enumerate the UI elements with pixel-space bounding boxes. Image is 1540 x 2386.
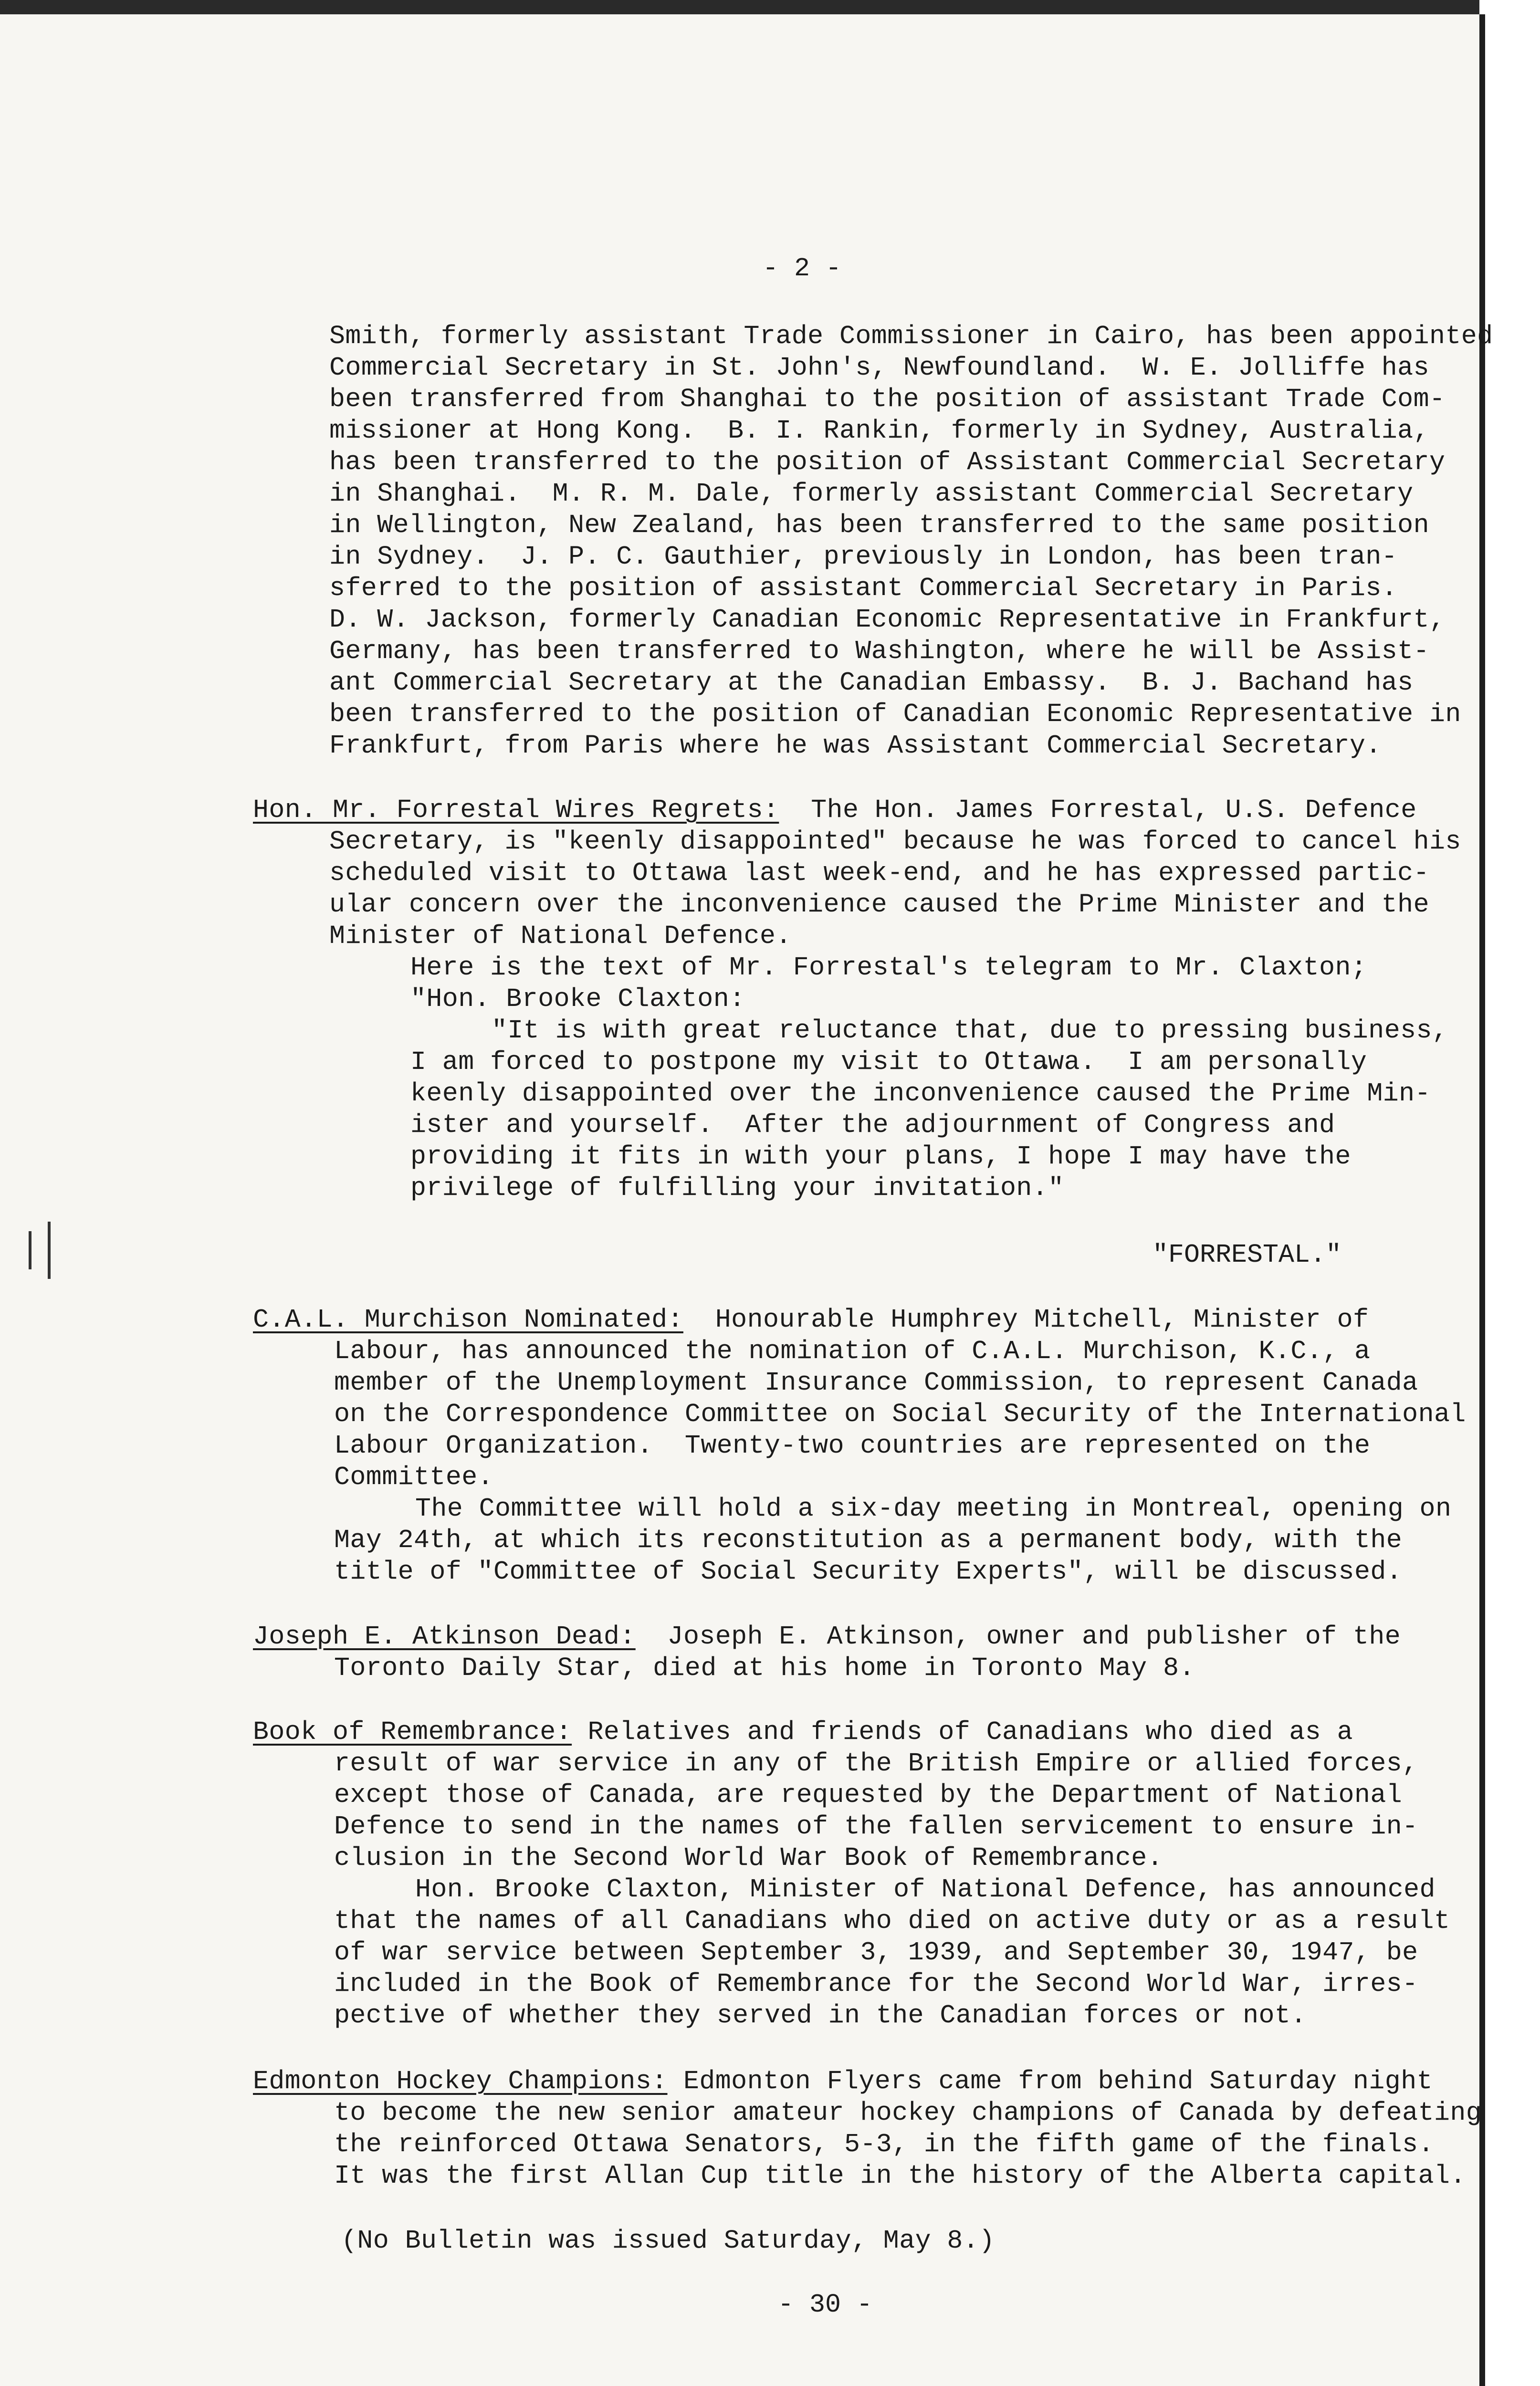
- remembrance-line: of war service between September 3, 1939, and September 30, 1947, be: [334, 1937, 1418, 1967]
- scan-right-margin: [1479, 0, 1540, 2386]
- p1-line: in Sydney. J. P. C. Gauthier, previously in London, has been tran-: [329, 542, 1398, 572]
- p1-line: been transferred to the position of Canadian Economic Representative in: [329, 699, 1461, 729]
- p1-line: missioner at Hong Kong. B. I. Rankin, formerly in Sydney, Australia,: [329, 416, 1429, 446]
- document-body: [253, 0, 1493, 2386]
- p1-line: Germany, has been transferred to Washington, where he will be Assist-: [329, 636, 1429, 666]
- telegram-quote-line: I am forced to postpone my visit to Ottawa. I am personally: [410, 1047, 1367, 1077]
- p1-line: Frankfurt, from Paris where he was Assistant Commercial Secretary.: [329, 731, 1382, 761]
- section-heading-hockey: Edmonton Hockey Champions:: [253, 2066, 668, 2096]
- atkinson-line: Toronto Daily Star, died at his home in Toronto May 8.: [334, 1653, 1195, 1683]
- remembrance-line: Hon. Brooke Claxton, Minister of National Defence, has announced: [415, 1874, 1435, 1905]
- remembrance-line: pective of whether they served in the Canadian forces or not.: [334, 2000, 1307, 2030]
- remembrance-line: result of war service in any of the British Empire or allied forces,: [334, 1748, 1418, 1779]
- telegram-quote-line: keenly disappointed over the inconvenience caused the Prime Min-: [410, 1078, 1431, 1109]
- section-heading-forrestal: Hon. Mr. Forrestal Wires Regrets:: [253, 795, 779, 825]
- page-number-top: - 2 -: [763, 253, 842, 283]
- murchison-line: on the Correspondence Committee on Social Security of the International: [334, 1399, 1466, 1429]
- telegram-quote-line: providing it fits in with your plans, I hope I may have the: [410, 1141, 1351, 1172]
- p1-line: been transferred from Shanghai to the position of assistant Trade Com-: [329, 384, 1446, 414]
- atkinson-first-line: Joseph E. Atkinson Dead: Joseph E. Atkinson, owner and publisher of the: [253, 1622, 1401, 1652]
- hockey-line: the reinforced Ottawa Senators, 5-3, in the fifth game of the finals.: [334, 2129, 1434, 2159]
- murchison-line: Committee.: [334, 1462, 494, 1492]
- scan-right-edge-line: [1479, 14, 1485, 2386]
- remembrance-line: included in the Book of Remembrance for the Second World War, irres-: [334, 1969, 1418, 1999]
- forrestal-first-line: Hon. Mr. Forrestal Wires Regrets: The Hon. James Forrestal, U.S. Defence: [253, 795, 1417, 825]
- murchison-line: The Committee will hold a six-day meeting in Montreal, opening on: [415, 1494, 1452, 1524]
- telegram-signature: "FORRESTAL.": [1152, 1240, 1342, 1270]
- section-heading-murchison: C.A.L. Murchison Nominated:: [253, 1305, 683, 1335]
- murchison-first-line: C.A.L. Murchison Nominated: Honourable Humphrey Mitchell, Minister of: [253, 1305, 1369, 1335]
- section-heading-atkinson: Joseph E. Atkinson Dead:: [253, 1622, 636, 1652]
- telegram-quote-line: privilege of fulfilling your invitation.": [410, 1173, 1064, 1203]
- forrestal-line: ular concern over the inconvenience caused the Prime Minister and the: [329, 890, 1429, 920]
- remembrance-line: Defence to send in the names of the fallen servicement to ensure in-: [334, 1811, 1418, 1842]
- section-heading-remembrance: Book of Remembrance:: [253, 1717, 572, 1747]
- bulletin-note: (No Bulletin was issued Saturday, May 8.): [341, 2226, 995, 2256]
- forrestal-intro: Here is the text of Mr. Forrestal's telegram to Mr. Claxton;: [410, 952, 1367, 983]
- hockey-line: to become the new senior amateur hockey champions of Canada by defeating: [334, 2098, 1482, 2128]
- forrestal-line: Secretary, is "keenly disappointed" because he was forced to cancel his: [329, 827, 1461, 857]
- hockey-line: It was the first Allan Cup title in the history of the Alberta capital.: [334, 2161, 1466, 2191]
- margin-mark: [48, 1222, 51, 1279]
- hockey-first-line: Edmonton Hockey Champions: Edmonton Flyers came from behind Saturday night: [253, 2066, 1433, 2096]
- p1-line: D. W. Jackson, formerly Canadian Economic Representative in Frankfurt,: [329, 605, 1446, 635]
- page-number-bottom: - 30 -: [778, 2290, 873, 2320]
- p1-line: in Shanghai. M. R. M. Dale, formerly assistant Commercial Secretary: [329, 479, 1414, 509]
- murchison-line: Labour, has announced the nomination of C.A.L. Murchison, K.C., a: [334, 1336, 1371, 1366]
- forrestal-line: Minister of National Defence.: [329, 921, 792, 951]
- p1-line: sferred to the position of assistant Commercial Secretary in Paris.: [329, 573, 1398, 603]
- murchison-line: Labour Organization. Twenty-two countries are represented on the: [334, 1431, 1371, 1461]
- p1-line: ant Commercial Secretary at the Canadian Embassy. B. J. Bachand has: [329, 668, 1414, 698]
- murchison-line: member of the Unemployment Insurance Commission, to represent Canada: [334, 1368, 1418, 1398]
- p1-line: has been transferred to the position of Assistant Commercial Secretary: [329, 447, 1446, 477]
- remembrance-line: clusion in the Second World War Book of Remembrance.: [334, 1843, 1163, 1873]
- remembrance-first-line: Book of Remembrance: Relatives and friends of Canadians who died as a: [253, 1717, 1353, 1747]
- forrestal-line: scheduled visit to Ottawa last week-end, and he has expressed partic-: [329, 858, 1429, 888]
- telegram-quote-line: "It is with great reluctance that, due to pressing business,: [492, 1015, 1448, 1046]
- p1-line: Commercial Secretary in St. John's, Newfoundland. W. E. Jolliffe has: [329, 353, 1429, 383]
- p1-line: Smith, formerly assistant Trade Commissioner in Cairo, has been appointed: [329, 321, 1493, 351]
- murchison-line: May 24th, at which its reconstitution as a permanent body, with the: [334, 1525, 1403, 1555]
- telegram-salutation: "Hon. Brooke Claxton:: [410, 984, 745, 1014]
- remembrance-line: that the names of all Canadians who died on active duty or as a result: [334, 1906, 1450, 1936]
- margin-mark: [29, 1231, 31, 1269]
- p1-line: in Wellington, New Zealand, has been transferred to the same position: [329, 510, 1429, 540]
- murchison-line: title of "Committee of Social Security Experts", will be discussed.: [334, 1557, 1403, 1587]
- remembrance-line: except those of Canada, are requested by the Department of National: [334, 1780, 1403, 1810]
- telegram-quote-line: ister and yourself. After the adjournment of Congress and: [410, 1110, 1335, 1140]
